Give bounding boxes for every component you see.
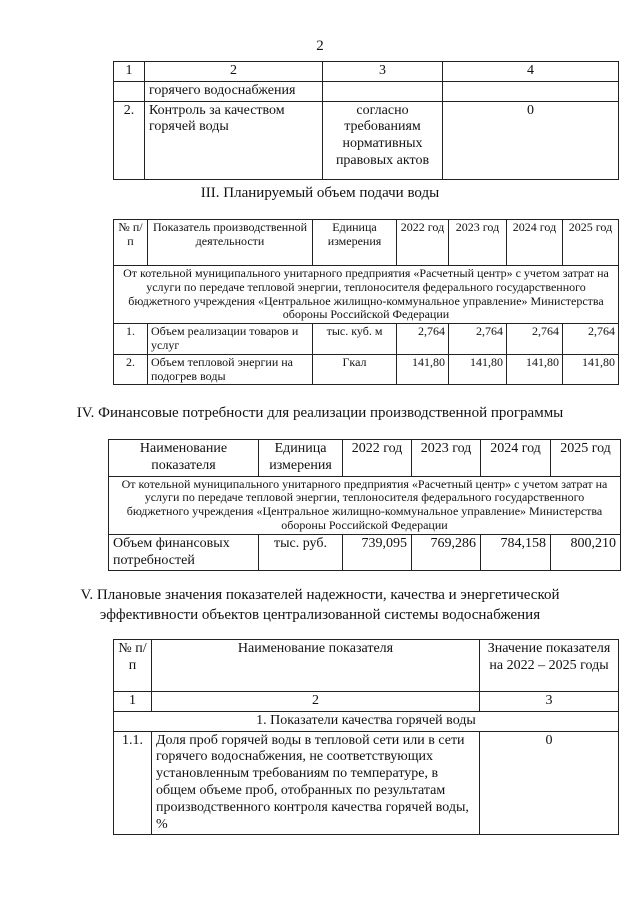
col-header-2023: 2023 год	[412, 440, 481, 477]
row-value-2024: 141,80	[507, 354, 563, 385]
row-name: Объем тепловой энергии на подогрев воды	[148, 354, 313, 385]
table-row	[114, 731, 619, 835]
table-row	[114, 324, 619, 355]
row-value-2024: 784,158	[481, 534, 551, 571]
section-5-title-line-1: V. Плановые значения показателей надежности, качества и энергетической	[80, 587, 560, 603]
table-row	[109, 534, 621, 571]
row-value-2022: 739,095	[343, 534, 412, 571]
col-number-2: 2	[152, 692, 480, 712]
row-unit: тыс. руб.	[259, 534, 343, 571]
row-value-2022: 2,764	[397, 324, 449, 355]
row-value-2025: 800,210	[551, 534, 621, 571]
col-header-indicator: Показатель производственной деятельности	[148, 220, 313, 266]
row-name: Доля проб горячей воды в тепловой сети или в сети горячего водоснабжения, не соответствующих установленным требованиям по температуре, в общем объеме проб, отобранных по результатам производственного контроля качества горячей воды, %	[152, 731, 480, 835]
col-header-2022: 2022 год	[397, 220, 449, 266]
section-5-title	[0, 586, 640, 625]
col-header-number: № п/п	[114, 640, 152, 692]
row-name: Контроль за качеством горячей воды	[145, 101, 323, 179]
col-header-4: 4	[443, 62, 619, 82]
group-title: 1. Показатели качества горячей воды	[114, 711, 619, 731]
continued-text: горячего водоснабжения	[145, 81, 323, 101]
row-value-2025: 141,80	[563, 354, 619, 385]
col-header-indicator: Наименование показателя	[152, 640, 480, 692]
col-header-2: 2	[145, 62, 323, 82]
row-name: Объем финансовых потребностей	[109, 534, 259, 571]
row-number: 1.	[114, 324, 148, 355]
col-header-3: 3	[323, 62, 443, 82]
table-row	[114, 101, 619, 179]
col-header-1: 1	[114, 62, 145, 82]
row-value: 0	[443, 101, 619, 179]
row-value-2023: 769,286	[412, 534, 481, 571]
col-header-2023: 2023 год	[449, 220, 507, 266]
row-number: 1.1.	[114, 731, 152, 835]
col-header-2024: 2024 год	[481, 440, 551, 477]
span-description: От котельной муниципального унитарного предприятия «Расчетный центр» с учетом затрат на услуги по передаче тепловой энергии, теплоносителя федерального государственного бюджетного учреждения «Центральное жилищно-коммунальное управление» Министерства обороны Российской Федерации	[109, 476, 621, 534]
row-unit: Гкал	[313, 354, 397, 385]
col-header-2024: 2024 год	[507, 220, 563, 266]
page-number: 2	[316, 38, 324, 54]
quality-indicators-table	[113, 639, 619, 835]
row-number: 2.	[114, 101, 145, 179]
col-header-name: Наименование показателя	[109, 440, 259, 477]
row-requirement: согласно требованиям нормативных правовых актов	[323, 101, 443, 179]
table-row	[114, 354, 619, 385]
col-number-1: 1	[114, 692, 152, 712]
col-header-2022: 2022 год	[343, 440, 412, 477]
row-value-2023: 141,80	[449, 354, 507, 385]
col-header-unit: Единица измерения	[259, 440, 343, 477]
row-number: 2.	[114, 354, 148, 385]
col-header-value: Значение показателя на 2022 – 2025 годы	[480, 640, 619, 692]
section-5-title-line-2: эффективности объектов централизованной системы водоснабжения	[99, 606, 541, 623]
financial-needs-table	[108, 439, 621, 571]
quality-control-table	[113, 61, 619, 180]
row-value-2024: 2,764	[507, 324, 563, 355]
col-number-3: 3	[480, 692, 619, 712]
row-value: 0	[480, 731, 619, 835]
col-header-2025: 2025 год	[551, 440, 621, 477]
section-3-title: III. Планируемый объем подачи воды	[200, 185, 440, 201]
col-header-2025: 2025 год	[563, 220, 619, 266]
span-description: От котельной муниципального унитарного предприятия «Расчетный центр» с учетом затрат на услуги по передаче тепловой энергии, теплоносителя федерального государственного бюджетного учреждения «Центральное жилищно-коммунальное управление» Министерства обороны Российской Федерации	[114, 266, 619, 324]
row-value-2023: 2,764	[449, 324, 507, 355]
row-value-2022: 141,80	[397, 354, 449, 385]
col-header-unit: Единица измерения	[313, 220, 397, 266]
row-value-2025: 2,764	[563, 324, 619, 355]
row-unit: тыс. куб. м	[313, 324, 397, 355]
water-supply-table	[113, 219, 619, 385]
col-header-number: № п/п	[114, 220, 148, 266]
row-name: Объем реализации товаров и услуг	[148, 324, 313, 355]
section-4-title: IV. Финансовые потребности для реализации производственной программы	[76, 405, 564, 421]
